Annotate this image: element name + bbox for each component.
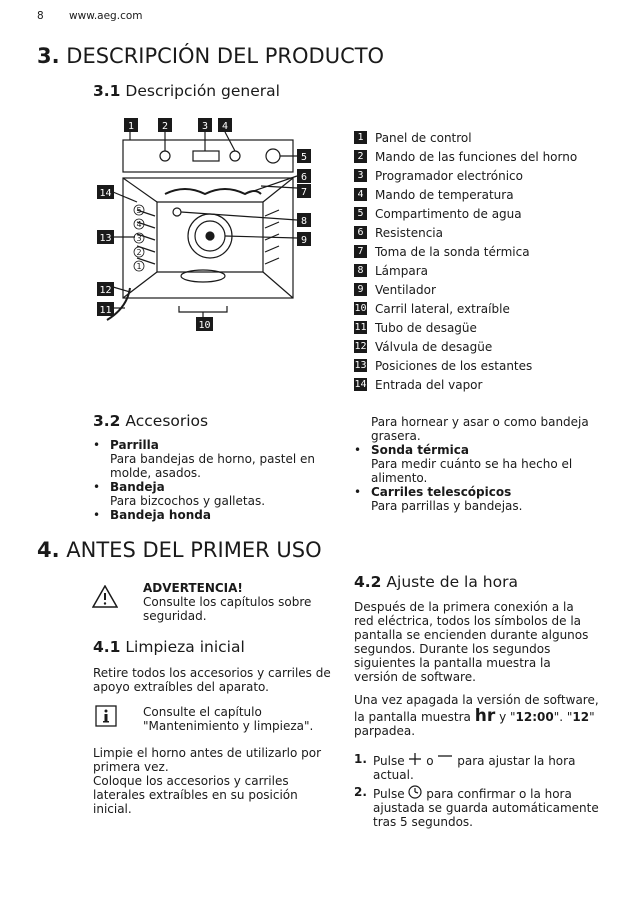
diagram-legend xyxy=(354,128,624,394)
legend-text: Válvula de desagüe xyxy=(375,339,493,354)
legend-number: 5 xyxy=(354,207,367,220)
time-paragraph-2-line xyxy=(354,706,604,726)
legend-item xyxy=(354,204,624,223)
page-number: 8 xyxy=(37,10,44,22)
legend-number: 3 xyxy=(354,169,367,182)
shelf-number-3: 3 xyxy=(136,234,142,243)
legend-number: 14 xyxy=(354,379,367,390)
legend-number: 7 xyxy=(354,245,367,258)
subsection-title-text: Limpieza inicial xyxy=(125,638,245,656)
accessory-desc: Para medir cuánto se ha hecho el alimento. xyxy=(371,457,573,485)
step-text: actual. xyxy=(373,768,414,782)
legend-text: Mando de las funciones del horno xyxy=(375,149,578,164)
legend-text: Resistencia xyxy=(375,225,443,240)
callout-7: 7 xyxy=(300,187,308,198)
time-paragraph-1: Después de la primera conexión a la red eléctrica, todos los símbolos de la pantalla se encienden durante algunos segundos. Durante los segundos siguientes la pantalla muestra la versión de software. xyxy=(354,600,589,684)
subsection-number: 4.2 xyxy=(354,573,382,591)
warning-title: ADVERTENCIA! xyxy=(143,581,243,595)
accessory-desc-continued: Para hornear y asar o como bandeja grasera. xyxy=(371,415,589,443)
legend-item xyxy=(354,242,624,261)
section-number: 4. xyxy=(37,538,60,562)
time-steps xyxy=(354,752,604,832)
cleaning-paragraph-2b: Coloque los accesorios y carriles laterales extraíbles en su posición inicial. xyxy=(93,774,298,816)
subsection-title-text: Descripción general xyxy=(125,82,280,100)
legend-number: 6 xyxy=(354,226,367,239)
accessory-title: Sonda térmica xyxy=(371,443,469,457)
subsection-4-1-title xyxy=(93,638,245,656)
callout-2: 2 xyxy=(161,121,169,132)
shelf-number-2: 2 xyxy=(136,248,142,257)
accessories-left-list xyxy=(93,438,328,522)
list-item xyxy=(354,443,609,485)
water-compartment-shape xyxy=(266,149,280,163)
time-value-2: 12 xyxy=(572,710,590,724)
legend-item xyxy=(354,356,624,375)
step-text: para ajustar la hora xyxy=(457,754,576,768)
legend-text: Entrada del vapor xyxy=(375,377,483,392)
page-header xyxy=(37,10,143,22)
legend-text: Programador electrónico xyxy=(375,168,523,183)
list-item xyxy=(93,438,328,480)
legend-number: 12 xyxy=(354,341,367,352)
shelf-number-1: 1 xyxy=(136,262,142,271)
accessory-title: Parrilla xyxy=(110,438,159,452)
legend-item xyxy=(354,147,624,166)
step-number: 1. xyxy=(354,752,367,766)
display-shape xyxy=(193,151,219,161)
callout-3: 3 xyxy=(201,121,209,132)
time-paragraph-2d: ". " xyxy=(553,710,573,724)
callout-6: 6 xyxy=(300,172,308,183)
hr-display-symbol: hr xyxy=(474,706,496,726)
time-paragraph-2c: y " xyxy=(499,710,516,724)
legend-number: 13 xyxy=(354,360,367,371)
legend-item xyxy=(354,223,624,242)
legend-number: 8 xyxy=(354,264,367,277)
list-item xyxy=(93,508,328,522)
subsection-title-text: Accesorios xyxy=(125,412,209,430)
step-text: Pulse xyxy=(373,787,405,801)
legend-number: 4 xyxy=(354,188,367,201)
cleaning-paragraph-1: Retire todos los accesorios y carriles de apoyo extraíbles del aparato. xyxy=(93,666,331,694)
legend-item xyxy=(354,299,624,318)
list-item xyxy=(354,485,609,513)
time-paragraph-2b: la pantalla muestra xyxy=(354,710,471,724)
oven-diagram xyxy=(95,112,317,334)
warning-icon xyxy=(92,585,118,608)
legend-text: Mando de temperatura xyxy=(375,187,514,202)
legend-text: Carril lateral, extraíble xyxy=(375,301,510,316)
legend-item xyxy=(354,337,624,356)
shelf-number-5: 5 xyxy=(136,206,142,215)
callout-10: 10 xyxy=(198,320,211,331)
legend-item xyxy=(354,128,624,147)
subsection-3-2-title xyxy=(93,412,208,430)
legend-number: 11 xyxy=(354,322,367,333)
callout-11: 11 xyxy=(99,305,112,316)
temperature-knob-shape xyxy=(230,151,240,161)
time-value-1: 12:00 xyxy=(515,710,554,724)
callout-4: 4 xyxy=(221,121,229,132)
legend-item xyxy=(354,280,624,299)
accessory-title: Bandeja xyxy=(110,480,165,494)
callout-14: 14 xyxy=(99,188,112,199)
callout-13: 13 xyxy=(99,233,112,244)
time-paragraph-2e: " xyxy=(589,710,595,724)
function-knob-shape xyxy=(160,151,170,161)
control-panel-shape xyxy=(123,140,293,172)
step-number: 2. xyxy=(354,785,367,799)
section-title-text: DESCRIPCIÓN DEL PRODUCTO xyxy=(66,44,385,68)
legend-number: 9 xyxy=(354,283,367,296)
legend-item xyxy=(354,261,624,280)
legend-item xyxy=(354,318,624,337)
callout-12: 12 xyxy=(99,285,112,296)
legend-number: 2 xyxy=(354,150,367,163)
rail-bracket-shape xyxy=(179,306,227,312)
section-3-title xyxy=(37,44,384,68)
legend-text: Panel de control xyxy=(375,130,472,145)
legend-text: Lámpara xyxy=(375,263,428,278)
plus-icon xyxy=(408,752,422,766)
callout-1: 1 xyxy=(127,121,135,132)
website-url[interactable]: www.aeg.com xyxy=(69,10,143,22)
list-item xyxy=(93,480,328,508)
info-icon xyxy=(95,705,117,727)
subsection-3-1-title xyxy=(93,82,280,100)
list-item xyxy=(354,785,604,829)
subsection-4-2-title xyxy=(354,573,518,591)
warning-block xyxy=(143,581,328,623)
section-4-title xyxy=(37,538,322,562)
time-paragraph-2 xyxy=(354,693,604,738)
section-number: 3. xyxy=(37,44,60,68)
subsection-number: 3.1 xyxy=(93,82,121,100)
step-text: para confirmar o la hora ajustada se guarda automáticamente tras 5 segundos. xyxy=(373,787,599,829)
subsection-title-text: Ajuste de la hora xyxy=(386,573,518,591)
legend-text: Ventilador xyxy=(375,282,436,297)
accessories-right-list xyxy=(354,415,609,513)
callout-5: 5 xyxy=(300,152,308,163)
info-text: Consulte el capítulo "Mantenimiento y limpieza". xyxy=(143,705,314,733)
step-text: Pulse xyxy=(373,754,405,768)
accessory-title: Carriles telescópicos xyxy=(371,485,512,499)
time-paragraph-2a: Una vez apagada la versión de software, xyxy=(354,693,599,707)
cleaning-paragraph-2a: Limpie el horno antes de utilizarlo por primera vez. xyxy=(93,746,322,774)
accessory-desc: Para bizcochos y galletas. xyxy=(110,494,266,508)
legend-text: Toma de la sonda térmica xyxy=(375,244,530,259)
list-item xyxy=(354,752,604,782)
callout-8: 8 xyxy=(300,216,308,227)
legend-item xyxy=(354,185,624,204)
warning-text: Consulte los capítulos sobre seguridad. xyxy=(143,595,312,623)
shelf-number-4: 4 xyxy=(136,220,142,229)
lamp-shape xyxy=(173,208,181,216)
minus-icon xyxy=(437,752,453,766)
accessory-desc: Para bandejas de horno, pastel en molde, asados. xyxy=(110,452,315,480)
accessory-title: Bandeja honda xyxy=(110,508,211,522)
legend-text: Compartimento de agua xyxy=(375,206,522,221)
legend-number: 10 xyxy=(354,303,367,314)
subsection-number: 4.1 xyxy=(93,638,121,656)
legend-number: 1 xyxy=(354,131,367,144)
clock-icon xyxy=(408,785,422,799)
legend-item xyxy=(354,166,624,185)
accessory-desc: Para parrillas y bandejas. xyxy=(371,499,523,513)
section-title-text: ANTES DEL PRIMER USO xyxy=(66,538,322,562)
legend-text: Tubo de desagüe xyxy=(375,320,477,335)
legend-text: Posiciones de los estantes xyxy=(375,358,533,373)
callout-9: 9 xyxy=(300,235,308,246)
cleaning-paragraph-2 xyxy=(93,746,333,816)
step-text: o xyxy=(426,754,434,768)
time-paragraph-2f: parpadea. xyxy=(354,724,416,738)
subsection-number: 3.2 xyxy=(93,412,121,430)
legend-item xyxy=(354,375,624,394)
